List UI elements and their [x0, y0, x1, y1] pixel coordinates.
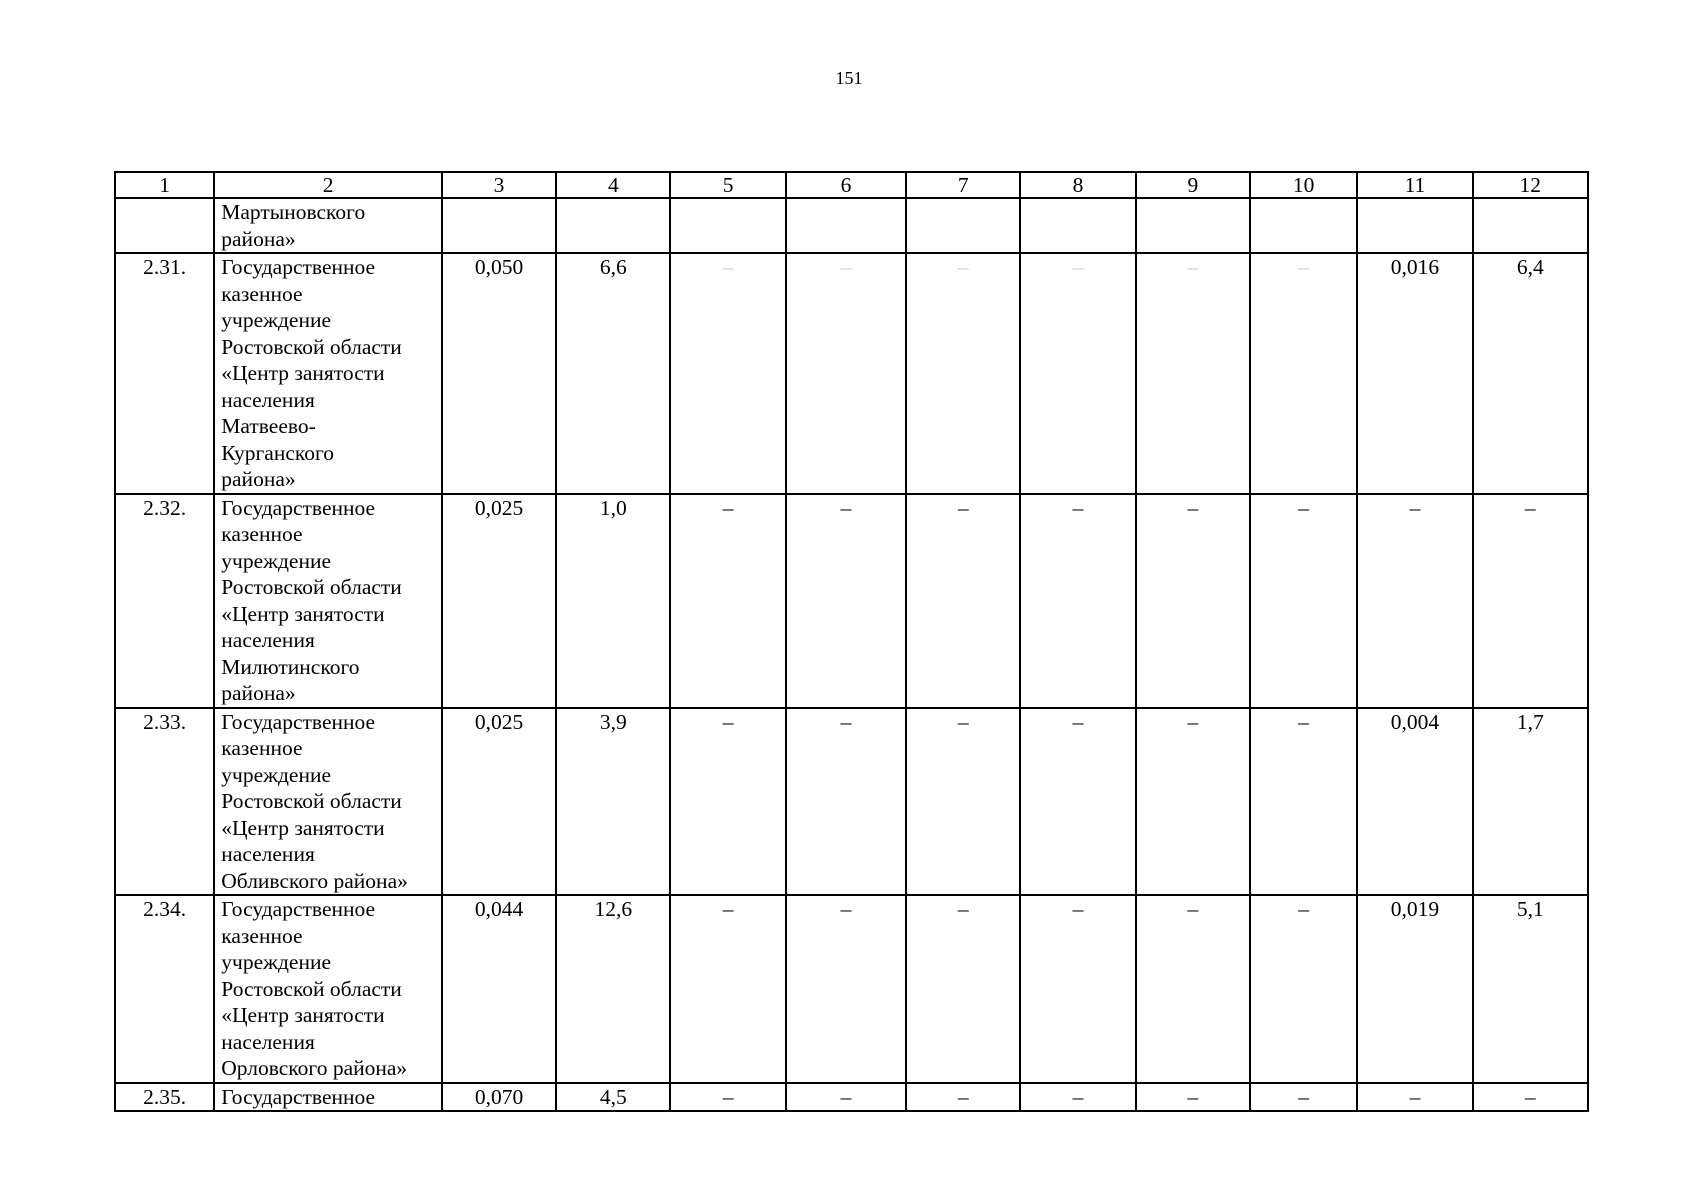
value-cell: –	[1020, 895, 1135, 1083]
table-row	[115, 198, 1588, 253]
value-cell: –	[786, 708, 906, 896]
name-line: «Центр занятости	[221, 815, 385, 840]
column-header: 4	[556, 172, 670, 198]
name-line: Обливского района»	[221, 868, 408, 893]
value-cell: –	[1136, 895, 1250, 1083]
header-row	[115, 172, 1588, 198]
value-cell: –	[786, 494, 906, 708]
name-line: «Центр занятости	[221, 361, 385, 385]
value-cell: 4,5	[556, 1083, 670, 1112]
name-line: населения	[221, 1029, 315, 1054]
value-cell: 0,050	[442, 253, 556, 494]
value-cell: –	[906, 253, 1020, 494]
value-cell: –	[1136, 494, 1250, 708]
name-line: Ростовской области	[221, 334, 402, 359]
institution-name	[214, 494, 442, 708]
name-line: Государственное	[221, 1084, 376, 1109]
value-cell: –	[670, 708, 785, 896]
value-cell: –	[1250, 253, 1357, 494]
column-header: 12	[1473, 172, 1588, 198]
page-number: 151	[835, 68, 863, 88]
value-cell: –	[1250, 895, 1357, 1083]
column-header: 3	[442, 172, 556, 198]
value-cell: 0,025	[442, 494, 556, 708]
value-cell: 0,016	[1357, 253, 1472, 494]
value-cell: –	[786, 895, 906, 1083]
name-line: Милютинского	[221, 654, 360, 679]
value-cell: 5,1	[1473, 895, 1588, 1083]
name-line: Матвеево-	[221, 414, 316, 438]
value-cell	[556, 198, 670, 253]
institution-name	[214, 708, 442, 896]
column-header: 6	[786, 172, 906, 198]
name-line: Ростовской области	[221, 789, 402, 813]
institution-name	[214, 253, 442, 494]
name-line: казенное	[221, 522, 303, 546]
name-line: Курганского	[221, 440, 335, 465]
value-cell: 0,070	[442, 1083, 556, 1112]
name-line: населения	[221, 842, 315, 866]
column-header: 11	[1357, 172, 1472, 198]
value-cell	[1473, 198, 1588, 253]
value-cell: –	[1136, 253, 1250, 494]
name-line: района»	[221, 681, 296, 705]
row-number: 2.35.	[115, 1083, 214, 1112]
value-cell: –	[1250, 1083, 1357, 1112]
value-cell: –	[670, 253, 785, 494]
name-line: Мартыновского	[221, 200, 366, 224]
value-cell: –	[670, 895, 785, 1083]
value-cell: 0,025	[442, 708, 556, 896]
column-header: 5	[670, 172, 785, 198]
value-cell: 3,9	[556, 708, 670, 896]
name-line: Орловского района»	[221, 1056, 408, 1080]
value-cell: –	[906, 494, 1020, 708]
name-line: Государственное	[221, 495, 376, 520]
name-line: учреждение	[221, 548, 332, 573]
name-line: Государственное	[221, 897, 376, 921]
row-number: 2.32.	[115, 494, 214, 708]
value-cell: –	[906, 1083, 1020, 1112]
value-cell: –	[1020, 253, 1135, 494]
column-header: 10	[1250, 172, 1357, 198]
row-number: 2.33.	[115, 708, 214, 896]
value-cell	[1357, 198, 1472, 253]
value-cell: –	[1020, 494, 1135, 708]
value-cell	[906, 198, 1020, 253]
column-header: 2	[214, 172, 442, 198]
value-cell: –	[906, 708, 1020, 896]
column-header: 1	[115, 172, 214, 198]
value-cell	[670, 198, 785, 253]
value-cell: –	[670, 1083, 785, 1112]
name-line: Государственное	[221, 709, 376, 734]
value-cell: –	[1136, 1083, 1250, 1112]
value-cell: 6,6	[556, 253, 670, 494]
value-cell: 1,7	[1473, 708, 1588, 896]
name-line: Государственное	[221, 255, 376, 279]
institution-name	[214, 198, 442, 253]
data-table	[114, 171, 1589, 1112]
name-line: «Центр занятости	[221, 1003, 385, 1027]
name-line: учреждение	[221, 762, 332, 787]
row-number	[115, 198, 214, 253]
name-line: казенное	[221, 281, 303, 306]
table-row	[115, 708, 1588, 896]
table-row	[115, 895, 1588, 1083]
value-cell: –	[786, 253, 906, 494]
column-header: 7	[906, 172, 1020, 198]
name-line: населения	[221, 628, 315, 652]
table-body	[115, 172, 1588, 1111]
name-line: Ростовской области	[221, 976, 402, 1001]
value-cell	[1250, 198, 1357, 253]
name-line: «Центр занятости	[221, 601, 385, 626]
value-cell: 1,0	[556, 494, 670, 708]
name-line: района»	[221, 467, 296, 491]
value-cell	[786, 198, 906, 253]
value-cell: 6,4	[1473, 253, 1588, 494]
value-cell: –	[1473, 494, 1588, 708]
name-line: населения	[221, 387, 315, 412]
institution-name	[214, 895, 442, 1083]
name-line: казенное	[221, 736, 303, 760]
name-line: учреждение	[221, 308, 332, 332]
value-cell: –	[1250, 708, 1357, 896]
value-cell: –	[1136, 708, 1250, 896]
column-header: 9	[1136, 172, 1250, 198]
value-cell: –	[1020, 708, 1135, 896]
value-cell: 12,6	[556, 895, 670, 1083]
value-cell: –	[1020, 1083, 1135, 1112]
value-cell: 0,044	[442, 895, 556, 1083]
value-cell: –	[670, 494, 785, 708]
row-number: 2.31.	[115, 253, 214, 494]
name-line: района»	[221, 226, 296, 251]
value-cell	[442, 198, 556, 253]
value-cell: –	[1357, 1083, 1472, 1112]
value-cell: 0,004	[1357, 708, 1472, 896]
institution-name	[214, 1083, 442, 1112]
value-cell: –	[1357, 494, 1472, 708]
value-cell	[1020, 198, 1135, 253]
table-row	[115, 494, 1588, 708]
name-line: казенное	[221, 923, 303, 948]
value-cell: 0,019	[1357, 895, 1472, 1083]
value-cell: –	[1250, 494, 1357, 708]
value-cell: –	[1473, 1083, 1588, 1112]
name-line: Ростовской области	[221, 575, 402, 599]
table-row	[115, 253, 1588, 494]
value-cell	[1136, 198, 1250, 253]
row-number: 2.34.	[115, 895, 214, 1083]
value-cell: –	[906, 895, 1020, 1083]
name-line: учреждение	[221, 950, 332, 974]
table-row	[115, 1083, 1588, 1112]
column-header: 8	[1020, 172, 1135, 198]
value-cell: –	[786, 1083, 906, 1112]
